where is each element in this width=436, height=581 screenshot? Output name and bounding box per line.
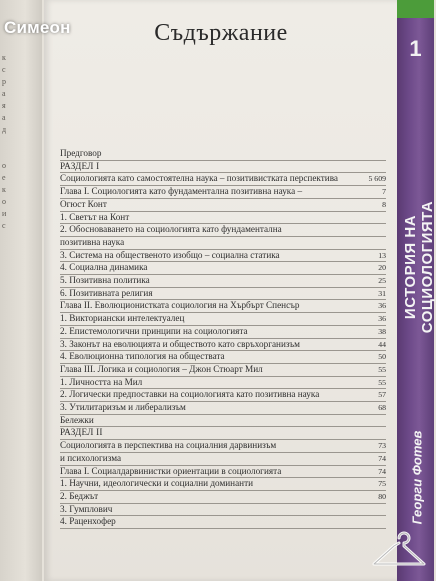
toc-entry (60, 224, 386, 237)
toc-entry (60, 491, 386, 504)
toc-page-number: 74 (378, 453, 386, 463)
toc-entry-title: 3. Утилитаризъм и либерализъм (60, 402, 186, 413)
toc-entry (60, 453, 386, 466)
toc-page-number: 8 (382, 199, 386, 209)
toc-entry (60, 466, 386, 479)
toc-entry (60, 504, 386, 517)
spine-top-band (397, 0, 434, 18)
toc-entry (60, 148, 386, 161)
toc-entry-title: и психологизма (60, 452, 122, 463)
toc-part-heading (60, 161, 386, 174)
toc-entry-title: позитивна наука (60, 236, 125, 247)
toc-entry-title: 5. Позитивна политика (60, 275, 150, 286)
toc-entry-title: 3. Гумплович (60, 503, 113, 514)
seller-watermark: Симеон (4, 18, 71, 37)
toc-entry (60, 199, 386, 212)
toc-entry (60, 326, 386, 339)
toc-page-number: 73 (378, 441, 386, 451)
toc-entry-title: Социологията в перспектива на социалния дарвинизъм (60, 440, 277, 451)
toc-entry-title: 2. Логически предпоставки на социологията като позитивна наука (60, 389, 320, 400)
toc-entry (60, 212, 386, 225)
table-of-contents (60, 148, 386, 529)
toc-entry (60, 275, 386, 288)
toc-entry-title: 1. Викториански интелектуалец (60, 313, 185, 324)
toc-entry (60, 300, 386, 313)
toc-entry (60, 377, 386, 390)
toc-page-number: 31 (378, 288, 386, 298)
toc-entry-title: 4. Социална динамика (60, 262, 148, 273)
left-page-text: к с р а я а д о е к о и с (2, 53, 7, 230)
contents-page (44, 0, 398, 581)
toc-entry (60, 250, 386, 263)
toc-entry-title: 2. Епистемологични принципи на социологията (60, 325, 248, 336)
toc-entry-title: 1. Светът на Конт (60, 211, 130, 222)
toc-page-number: 55 (378, 364, 386, 374)
toc-entry (60, 262, 386, 275)
toc-entry-title: 1. Личността на Мил (60, 376, 143, 387)
toc-page-number: 80 (378, 491, 386, 501)
toc-part-heading (60, 427, 386, 440)
toc-page-number: 57 (378, 390, 386, 400)
toc-page-number: 36 (378, 314, 386, 324)
toc-entry (60, 389, 386, 402)
toc-page-number: 75 (378, 479, 386, 489)
toc-entry-title: 2. Обосноваването на социологията като фундаментална (60, 224, 282, 235)
toc-entry (60, 186, 386, 199)
toc-entry-title: 4. Еволюционна типология на обществата (60, 351, 225, 362)
toc-entry-title: Глава III. Логика и социология – Джон Стюарт Мил (60, 363, 263, 374)
toc-page-number: 20 (378, 263, 386, 273)
toc-page-number: 38 (378, 326, 386, 336)
toc-entry-title: Глава II. Еволюционистката социология на Хърбърт Спенсър (60, 300, 300, 311)
toc-entry-title: Предговор (60, 148, 102, 158)
toc-entry (60, 364, 386, 377)
toc-entry (60, 351, 386, 364)
toc-entry (60, 440, 386, 453)
toc-entry-title: 3. Законът на еволюцията и обществото като свръхорганизъм (60, 338, 300, 349)
toc-page-number: 55 (378, 377, 386, 387)
spine-title: ИСТОРИЯ НА СОЦИОЛОГИЯТА (402, 200, 436, 334)
toc-entry (60, 313, 386, 326)
spine-author: Георги Фотев (409, 430, 425, 525)
toc-entry-title: 6. Позитивната религия (60, 287, 153, 298)
toc-page-number: 13 (378, 250, 386, 260)
toc-page-number: 50 (378, 352, 386, 362)
toc-entry-title: Глава I. Социологията като фундаментална позитивна наука – (60, 186, 303, 197)
toc-page-number: 5 609 (368, 174, 386, 184)
toc-page-number: 7 (382, 187, 386, 197)
toc-entry (60, 516, 386, 529)
toc-entry (60, 402, 386, 415)
toc-entry-title: 4. Раценхофер (60, 516, 116, 527)
toc-page-number: 68 (378, 403, 386, 413)
toc-entry (60, 415, 386, 428)
toc-entry-title: 1. Научни, идеологически и социални доминанти (60, 478, 254, 489)
toc-entry-title: Бележки (60, 414, 94, 425)
book-spine (397, 0, 434, 581)
toc-page-number: 44 (378, 339, 386, 349)
toc-entry-title: 2. Беджът (60, 490, 99, 501)
volume-number: 1 (409, 36, 422, 61)
toc-page-number: 74 (378, 466, 386, 476)
toc-entry-title: Глава I. Социалдарвинистки ориентации в социологията (60, 465, 282, 476)
toc-entry-title: 3. Система на общественото изобщо – социална статика (60, 249, 280, 260)
toc-entry-title: Социологията като самостоятелна наука – позитивистката перспектива (60, 173, 339, 184)
toc-page-number: 36 (378, 301, 386, 311)
toc-entry (60, 339, 386, 352)
toc-page-number: 25 (378, 276, 386, 286)
toc-entry (60, 173, 386, 186)
toc-entry-title: Огюст Конт (60, 198, 107, 209)
bazar-hanger-logo-icon (368, 530, 430, 578)
toc-entry-title: РАЗДЕЛ I (60, 160, 100, 171)
toc-entry (60, 478, 386, 491)
page-title: Съдържание (154, 20, 288, 46)
toc-entry (60, 237, 386, 250)
toc-entry-title: РАЗДЕЛ II (60, 427, 103, 438)
left-page-edge (0, 0, 42, 581)
toc-entry (60, 288, 386, 301)
